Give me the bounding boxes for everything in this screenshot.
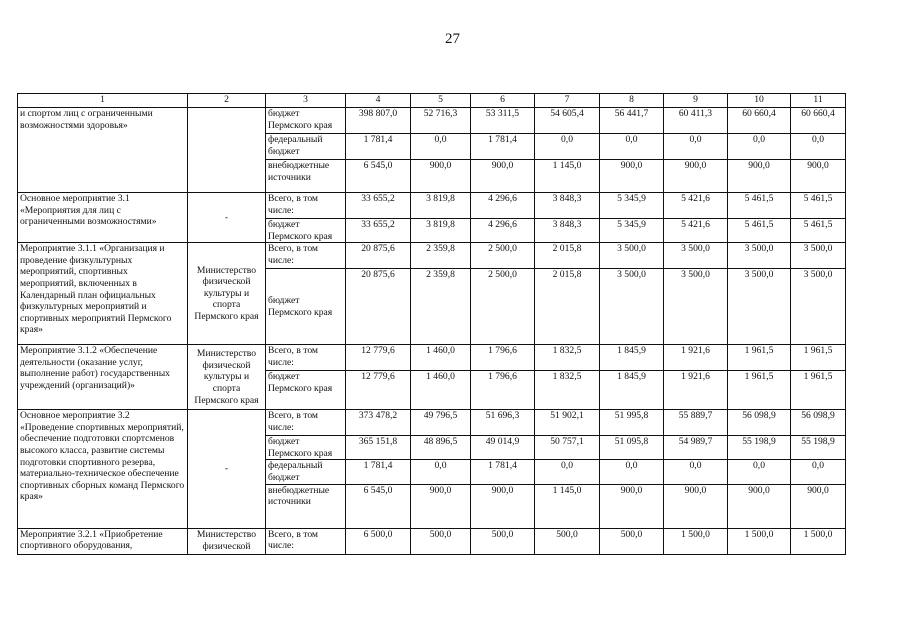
value-cell: 1 460,0 bbox=[411, 345, 471, 371]
value-cell: 12 779,6 bbox=[346, 371, 411, 410]
header-cell: 10 bbox=[728, 94, 791, 108]
value-cell: 5 461,5 bbox=[728, 219, 791, 243]
value-cell: 900,0 bbox=[411, 160, 471, 193]
activity-cell: и спортом лиц с ограниченными возможностями здоровья» bbox=[18, 108, 188, 193]
funding-source-cell: Всего, в том числе: bbox=[266, 528, 346, 554]
value-cell: 373 478,2 bbox=[346, 410, 411, 436]
value-cell: 0,0 bbox=[411, 134, 471, 160]
value-cell: 900,0 bbox=[791, 484, 846, 528]
funding-source-cell: бюджет Пермского края bbox=[266, 371, 346, 410]
funding-source-cell: федеральный бюджет bbox=[266, 460, 346, 484]
value-cell: 51 696,3 bbox=[471, 410, 535, 436]
value-cell: 55 889,7 bbox=[664, 410, 728, 436]
value-cell: 2 015,8 bbox=[535, 243, 600, 269]
value-cell: 51 995,8 bbox=[600, 410, 664, 436]
responsible-cell: Министерство физической культуры и спорта Пермского края bbox=[188, 243, 266, 345]
value-cell: 1 796,6 bbox=[471, 345, 535, 371]
value-cell: 3 848,3 bbox=[535, 219, 600, 243]
value-cell: 51 095,8 bbox=[600, 436, 664, 460]
value-cell: 0,0 bbox=[411, 460, 471, 484]
value-cell: 33 655,2 bbox=[346, 219, 411, 243]
value-cell: 3 500,0 bbox=[664, 243, 728, 269]
value-cell: 55 198,9 bbox=[791, 436, 846, 460]
funding-source-cell: Всего, в том числе: bbox=[266, 193, 346, 219]
value-cell: 0,0 bbox=[664, 460, 728, 484]
value-cell: 49 014,9 bbox=[471, 436, 535, 460]
value-cell: 1 781,4 bbox=[346, 460, 411, 484]
value-cell: 2 500,0 bbox=[471, 269, 535, 345]
value-cell: 6 545,0 bbox=[346, 484, 411, 528]
value-cell: 5 421,6 bbox=[664, 219, 728, 243]
value-cell: 52 716,3 bbox=[411, 108, 471, 134]
budget-table bbox=[17, 93, 846, 555]
funding-source-cell: бюджет Пермского края bbox=[266, 269, 346, 345]
funding-source-cell: внебюджетные источники bbox=[266, 160, 346, 193]
value-cell: 4 296,6 bbox=[471, 193, 535, 219]
value-cell: 900,0 bbox=[600, 484, 664, 528]
funding-source-cell: Всего, в том числе: bbox=[266, 243, 346, 269]
value-cell: 5 461,5 bbox=[728, 193, 791, 219]
value-cell: 0,0 bbox=[728, 134, 791, 160]
value-cell: 1 796,6 bbox=[471, 371, 535, 410]
value-cell: 1 961,5 bbox=[791, 345, 846, 371]
value-cell: 500,0 bbox=[535, 528, 600, 554]
value-cell: 900,0 bbox=[791, 160, 846, 193]
responsible-cell: - bbox=[188, 410, 266, 528]
value-cell: 3 500,0 bbox=[600, 269, 664, 345]
value-cell: 1 961,5 bbox=[728, 345, 791, 371]
table-row bbox=[18, 193, 846, 219]
page-number: 27 bbox=[445, 31, 460, 47]
value-cell: 50 757,1 bbox=[535, 436, 600, 460]
value-cell: 56 098,9 bbox=[728, 410, 791, 436]
value-cell: 0,0 bbox=[600, 134, 664, 160]
value-cell: 54 989,7 bbox=[664, 436, 728, 460]
value-cell: 0,0 bbox=[791, 134, 846, 160]
value-cell: 900,0 bbox=[664, 484, 728, 528]
header-cell: 4 bbox=[346, 94, 411, 108]
activity-cell: Мероприятие 3.1.2 «Обеспечение деятельности (оказание услуг, выполнение работ) государственных учреждений (организаций)» bbox=[18, 345, 188, 410]
value-cell: 1 845,9 bbox=[600, 371, 664, 410]
value-cell: 49 796,5 bbox=[411, 410, 471, 436]
value-cell: 0,0 bbox=[664, 134, 728, 160]
table-row bbox=[18, 345, 846, 371]
funding-source-cell: бюджет Пермского края bbox=[266, 219, 346, 243]
value-cell: 1 145,0 bbox=[535, 484, 600, 528]
value-cell: 3 819,8 bbox=[411, 193, 471, 219]
value-cell: 54 605,4 bbox=[535, 108, 600, 134]
value-cell: 3 848,3 bbox=[535, 193, 600, 219]
value-cell: 1 961,5 bbox=[791, 371, 846, 410]
value-cell: 5 461,5 bbox=[791, 219, 846, 243]
value-cell: 1 832,5 bbox=[535, 371, 600, 410]
value-cell: 2 015,8 bbox=[535, 269, 600, 345]
header-cell: 1 bbox=[18, 94, 188, 108]
value-cell: 60 411,3 bbox=[664, 108, 728, 134]
table-row bbox=[18, 243, 846, 269]
value-cell: 900,0 bbox=[664, 160, 728, 193]
value-cell: 1 845,9 bbox=[600, 345, 664, 371]
funding-source-cell: внебюджетные источники bbox=[266, 484, 346, 528]
value-cell: 5 461,5 bbox=[791, 193, 846, 219]
value-cell: 1 500,0 bbox=[791, 528, 846, 554]
value-cell: 6 500,0 bbox=[346, 528, 411, 554]
value-cell: 56 098,9 bbox=[791, 410, 846, 436]
value-cell: 3 819,8 bbox=[411, 219, 471, 243]
value-cell: 0,0 bbox=[600, 460, 664, 484]
value-cell: 0,0 bbox=[791, 460, 846, 484]
value-cell: 1 921,6 bbox=[664, 371, 728, 410]
value-cell: 1 832,5 bbox=[535, 345, 600, 371]
value-cell: 5 421,6 bbox=[664, 193, 728, 219]
header-cell: 9 bbox=[664, 94, 728, 108]
value-cell: 1 961,5 bbox=[728, 371, 791, 410]
value-cell: 500,0 bbox=[471, 528, 535, 554]
value-cell: 1 781,4 bbox=[346, 134, 411, 160]
value-cell: 3 500,0 bbox=[791, 269, 846, 345]
value-cell: 20 875,6 bbox=[346, 269, 411, 345]
funding-source-cell: бюджет Пермского края bbox=[266, 436, 346, 460]
value-cell: 365 151,8 bbox=[346, 436, 411, 460]
value-cell: 2 500,0 bbox=[471, 243, 535, 269]
value-cell: 1 781,4 bbox=[471, 460, 535, 484]
value-cell: 900,0 bbox=[471, 160, 535, 193]
value-cell: 6 545,0 bbox=[346, 160, 411, 193]
activity-cell: Основное мероприятие 3.2 «Проведение спортивных мероприятий, обеспечение подготовки спортсменов высокого класса, развитие системы подготовки спортивного резерва, материально-техническое обеспечение спортивных сборных команд Пермского края» bbox=[18, 410, 188, 528]
value-cell: 56 441,7 bbox=[600, 108, 664, 134]
value-cell: 20 875,6 bbox=[346, 243, 411, 269]
value-cell: 2 359,8 bbox=[411, 269, 471, 345]
header-cell: 7 bbox=[535, 94, 600, 108]
header-cell: 3 bbox=[266, 94, 346, 108]
value-cell: 1 500,0 bbox=[664, 528, 728, 554]
value-cell: 500,0 bbox=[411, 528, 471, 554]
activity-cell: Основное мероприятие 3.1 «Мероприятия для лиц с ограниченными возможностями» bbox=[18, 193, 188, 243]
header-cell: 8 bbox=[600, 94, 664, 108]
table-row bbox=[18, 528, 846, 554]
responsible-cell: - bbox=[188, 193, 266, 243]
value-cell: 60 660,4 bbox=[791, 108, 846, 134]
value-cell: 4 296,6 bbox=[471, 219, 535, 243]
value-cell: 48 896,5 bbox=[411, 436, 471, 460]
header-cell: 6 bbox=[471, 94, 535, 108]
table-row bbox=[18, 108, 846, 134]
activity-cell: Мероприятие 3.2.1 «Приобретение спортивного оборудования, bbox=[18, 528, 188, 554]
value-cell: 900,0 bbox=[600, 160, 664, 193]
responsible-cell bbox=[188, 108, 266, 193]
funding-source-cell: Всего, в том числе: bbox=[266, 345, 346, 371]
value-cell: 500,0 bbox=[600, 528, 664, 554]
header-cell: 11 bbox=[791, 94, 846, 108]
value-cell: 900,0 bbox=[411, 484, 471, 528]
header-cell: 5 bbox=[411, 94, 471, 108]
value-cell: 60 660,4 bbox=[728, 108, 791, 134]
responsible-cell: Министерство физической bbox=[188, 528, 266, 554]
value-cell: 5 345,9 bbox=[600, 193, 664, 219]
value-cell: 53 311,5 bbox=[471, 108, 535, 134]
value-cell: 33 655,2 bbox=[346, 193, 411, 219]
value-cell: 0,0 bbox=[728, 460, 791, 484]
value-cell: 51 902,1 bbox=[535, 410, 600, 436]
value-cell: 3 500,0 bbox=[600, 243, 664, 269]
header-cell: 2 bbox=[188, 94, 266, 108]
header-row bbox=[18, 94, 846, 108]
funding-source-cell: федеральный бюджет bbox=[266, 134, 346, 160]
activity-cell: Мероприятие 3.1.1 «Организация и проведение физкультурных мероприятий, спортивных мероприятий, включенных в Календарный план официальных физкультурных мероприятий и спортивных мероприятий Пермского края» bbox=[18, 243, 188, 345]
value-cell: 12 779,6 bbox=[346, 345, 411, 371]
value-cell: 900,0 bbox=[728, 484, 791, 528]
value-cell: 5 345,9 bbox=[600, 219, 664, 243]
value-cell: 3 500,0 bbox=[664, 269, 728, 345]
funding-source-cell: бюджет Пермского края bbox=[266, 108, 346, 134]
value-cell: 2 359,8 bbox=[411, 243, 471, 269]
value-cell: 1 460,0 bbox=[411, 371, 471, 410]
value-cell: 0,0 bbox=[535, 134, 600, 160]
value-cell: 1 781,4 bbox=[471, 134, 535, 160]
funding-source-cell: Всего, в том числе: bbox=[266, 410, 346, 436]
value-cell: 398 807,0 bbox=[346, 108, 411, 134]
value-cell: 3 500,0 bbox=[791, 243, 846, 269]
value-cell: 1 145,0 bbox=[535, 160, 600, 193]
value-cell: 0,0 bbox=[535, 460, 600, 484]
value-cell: 900,0 bbox=[471, 484, 535, 528]
value-cell: 1 500,0 bbox=[728, 528, 791, 554]
value-cell: 3 500,0 bbox=[728, 269, 791, 345]
value-cell: 55 198,9 bbox=[728, 436, 791, 460]
value-cell: 1 921,6 bbox=[664, 345, 728, 371]
responsible-cell: Министерство физической культуры и спорта Пермского края bbox=[188, 345, 266, 410]
table-row bbox=[18, 410, 846, 436]
value-cell: 3 500,0 bbox=[728, 243, 791, 269]
value-cell: 900,0 bbox=[728, 160, 791, 193]
